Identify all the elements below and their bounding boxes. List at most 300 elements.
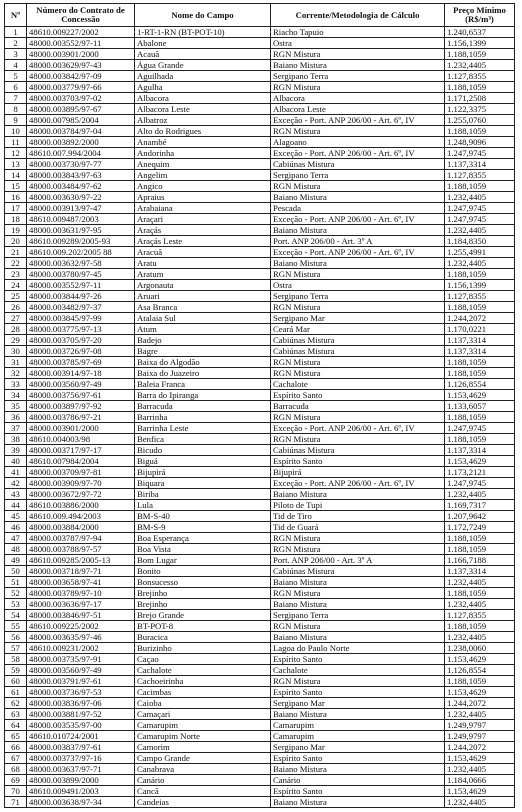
cell-corrente: Sergipano Mar xyxy=(271,698,445,709)
cell-contrato: 48000.003785/97-69 xyxy=(27,357,135,368)
cell-preco: 1.156,1399 xyxy=(445,280,515,291)
cell-contrato: 48610.010724/2001 xyxy=(27,731,135,742)
cell-campo: Argonauta xyxy=(135,280,271,291)
cell-corrente: Bijupirá xyxy=(271,467,445,478)
cell-campo: Asa Branca xyxy=(135,302,271,313)
cell-campo: Canabrava xyxy=(135,764,271,775)
cell-corrente: Exceção - Port. ANP 206/00 - Art. 6º, IV xyxy=(271,423,445,434)
cell-corrente: Piloto de Tupi xyxy=(271,500,445,511)
cell-contrato: 48000.003552/97-11 xyxy=(27,280,135,291)
cell-corrente: Canário xyxy=(271,775,445,786)
cell-campo: Cacimbas xyxy=(135,687,271,698)
table-row xyxy=(5,489,515,500)
cell-preco: 1.127,8355 xyxy=(445,71,515,82)
table-row xyxy=(5,797,515,808)
table-body xyxy=(5,27,515,808)
cell-campo: Abalone xyxy=(135,38,271,49)
cell-preco: 1.255,4991 xyxy=(445,247,515,258)
cell-num: 61 xyxy=(5,687,27,698)
cell-campo: Acauã xyxy=(135,49,271,60)
cell-campo: Atum xyxy=(135,324,271,335)
cell-preco: 1.166,7188 xyxy=(445,555,515,566)
cell-corrente: Cabiúnas Mistura xyxy=(271,159,445,170)
cell-contrato: 48000.003672/97-72 xyxy=(27,489,135,500)
cell-contrato: 48000.003909/97-70 xyxy=(27,478,135,489)
table-row xyxy=(5,643,515,654)
cell-preco: 1.255,0760 xyxy=(445,115,515,126)
cell-campo: Albacora xyxy=(135,93,271,104)
cell-campo: Biriba xyxy=(135,489,271,500)
cell-campo: Badejo xyxy=(135,335,271,346)
cell-preco: 1.153,4629 xyxy=(445,687,515,698)
cell-contrato: 48000.003842/97-09 xyxy=(27,71,135,82)
cell-corrente: Baiano Mistura xyxy=(271,489,445,500)
cell-preco: 1.244,2072 xyxy=(445,742,515,753)
table-row xyxy=(5,566,515,577)
cell-campo: Angico xyxy=(135,181,271,192)
table-row xyxy=(5,632,515,643)
cell-num: 24 xyxy=(5,280,27,291)
header-num: Nº xyxy=(5,4,27,27)
cell-preco: 1.126,8554 xyxy=(445,379,515,390)
cell-preco: 1.137,3314 xyxy=(445,445,515,456)
cell-campo: Barrinha xyxy=(135,412,271,423)
cell-campo: Boa Vista xyxy=(135,544,271,555)
cell-contrato: 48000.003846/97-51 xyxy=(27,610,135,621)
cell-corrente: Ostra xyxy=(271,38,445,49)
minimum-price-table xyxy=(4,3,515,808)
table-row xyxy=(5,533,515,544)
cell-preco: 1.156,1399 xyxy=(445,38,515,49)
cell-num: 28 xyxy=(5,324,27,335)
cell-corrente: RGN Mistura xyxy=(271,434,445,445)
cell-preco: 1.137,3314 xyxy=(445,346,515,357)
table-row xyxy=(5,445,515,456)
cell-contrato: 48000.003535/97-00 xyxy=(27,720,135,731)
cell-preco: 1.232,4405 xyxy=(445,258,515,269)
cell-campo: Lula xyxy=(135,500,271,511)
cell-campo: Caioba xyxy=(135,698,271,709)
cell-num: 34 xyxy=(5,390,27,401)
cell-preco: 1.153,4629 xyxy=(445,390,515,401)
cell-contrato: 48000.003784/97-04 xyxy=(27,126,135,137)
header-preco: Preço Mínimo (R$/m³) xyxy=(445,4,515,27)
cell-num: 67 xyxy=(5,753,27,764)
cell-campo: Angelim xyxy=(135,170,271,181)
cell-num: 38 xyxy=(5,434,27,445)
cell-num: 63 xyxy=(5,709,27,720)
cell-preco: 1.247,9745 xyxy=(445,423,515,434)
cell-contrato: 48000.003560/97-49 xyxy=(27,665,135,676)
cell-corrente: Cabiúnas Mistura xyxy=(271,346,445,357)
cell-num: 29 xyxy=(5,335,27,346)
header-corrente: Corrente/Metodologia de Cálculo xyxy=(271,4,445,27)
cell-contrato: 48000.003630/97-22 xyxy=(27,192,135,203)
cell-num: 17 xyxy=(5,203,27,214)
cell-num: 35 xyxy=(5,401,27,412)
cell-contrato: 48610.009225/2002 xyxy=(27,621,135,632)
cell-campo: Candeias xyxy=(135,797,271,808)
cell-campo: Barrinha Leste xyxy=(135,423,271,434)
table-row xyxy=(5,38,515,49)
cell-preco: 1.184,0666 xyxy=(445,775,515,786)
cell-corrente: Exceção - Port. ANP 206/00 - Art. 6º, IV xyxy=(271,247,445,258)
cell-corrente: Baiano Mistura xyxy=(271,60,445,71)
cell-campo: Barracuda xyxy=(135,401,271,412)
cell-corrente: Albacora xyxy=(271,93,445,104)
cell-corrente: Exceção - Port. ANP 206/00 - Art. 6º, IV xyxy=(271,148,445,159)
cell-preco: 1.137,3314 xyxy=(445,566,515,577)
cell-campo: Cachalote xyxy=(135,665,271,676)
table-row xyxy=(5,170,515,181)
cell-corrente: Port. ANP 206/00 - Art. 3º A xyxy=(271,555,445,566)
table-row xyxy=(5,577,515,588)
table-row xyxy=(5,698,515,709)
cell-preco: 1.127,8355 xyxy=(445,170,515,181)
cell-campo: Atalaia Sul xyxy=(135,313,271,324)
cell-preco: 1.207,9642 xyxy=(445,511,515,522)
table-row xyxy=(5,621,515,632)
cell-num: 66 xyxy=(5,742,27,753)
cell-preco: 1.153,4629 xyxy=(445,654,515,665)
cell-campo: Apraius xyxy=(135,192,271,203)
cell-contrato: 48000.003843/97-63 xyxy=(27,170,135,181)
header-contrato: Número do Contrato de Concessão xyxy=(27,4,135,27)
cell-campo: Buracica xyxy=(135,632,271,643)
cell-preco: 1.188,1059 xyxy=(445,412,515,423)
cell-num: 36 xyxy=(5,412,27,423)
cell-corrente: Sergipano Terra xyxy=(271,71,445,82)
cell-contrato: 48000.003552/97-11 xyxy=(27,38,135,49)
cell-num: 14 xyxy=(5,170,27,181)
cell-preco: 1.232,4405 xyxy=(445,797,515,808)
cell-campo: Camarupim xyxy=(135,720,271,731)
table-row xyxy=(5,313,515,324)
cell-num: 12 xyxy=(5,148,27,159)
cell-contrato: 48000.003897/97-92 xyxy=(27,401,135,412)
cell-contrato: 48000.003836/97-06 xyxy=(27,698,135,709)
cell-campo: Bonsucesso xyxy=(135,577,271,588)
cell-contrato: 48610.009289/2005-93 xyxy=(27,236,135,247)
cell-num: 43 xyxy=(5,489,27,500)
table-row xyxy=(5,104,515,115)
cell-corrente: Baiano Mistura xyxy=(271,258,445,269)
table-row xyxy=(5,742,515,753)
cell-preco: 1.232,4405 xyxy=(445,225,515,236)
cell-preco: 1.188,1059 xyxy=(445,368,515,379)
cell-corrente: RGN Mistura xyxy=(271,544,445,555)
cell-campo: Bicudo xyxy=(135,445,271,456)
cell-corrente: RGN Mistura xyxy=(271,126,445,137)
cell-corrente: RGN Mistura xyxy=(271,412,445,423)
cell-preco: 1.188,1059 xyxy=(445,357,515,368)
cell-num: 46 xyxy=(5,522,27,533)
cell-preco: 1.232,4405 xyxy=(445,577,515,588)
cell-campo: Camorim xyxy=(135,742,271,753)
cell-campo: Baixa do Algodão xyxy=(135,357,271,368)
table-row xyxy=(5,280,515,291)
cell-num: 51 xyxy=(5,577,27,588)
table-row xyxy=(5,269,515,280)
cell-corrente: Sergipano Terra xyxy=(271,170,445,181)
cell-num: 65 xyxy=(5,731,27,742)
cell-num: 3 xyxy=(5,49,27,60)
cell-num: 54 xyxy=(5,610,27,621)
table-row xyxy=(5,181,515,192)
table-row xyxy=(5,401,515,412)
price-table-document xyxy=(4,3,515,808)
cell-num: 1 xyxy=(5,27,27,38)
cell-contrato: 48000.003844/97-26 xyxy=(27,291,135,302)
cell-preco: 1.169,7317 xyxy=(445,500,515,511)
cell-num: 62 xyxy=(5,698,27,709)
cell-campo: Aguilhada xyxy=(135,71,271,82)
table-row xyxy=(5,346,515,357)
table-row xyxy=(5,654,515,665)
cell-num: 27 xyxy=(5,313,27,324)
cell-contrato: 48000.003914/97-18 xyxy=(27,368,135,379)
cell-num: 26 xyxy=(5,302,27,313)
cell-preco: 1.244,2072 xyxy=(445,313,515,324)
cell-corrente: Baiano Mistura xyxy=(271,599,445,610)
cell-num: 42 xyxy=(5,478,27,489)
cell-contrato: 48000.003901/2000 xyxy=(27,423,135,434)
cell-preco: 1.127,8355 xyxy=(445,610,515,621)
table-row xyxy=(5,390,515,401)
cell-num: 7 xyxy=(5,93,27,104)
table-row xyxy=(5,115,515,126)
cell-preco: 1.232,4405 xyxy=(445,489,515,500)
header-campo: Nome do Campo xyxy=(135,4,271,27)
cell-preco: 1.232,4405 xyxy=(445,192,515,203)
cell-num: 8 xyxy=(5,104,27,115)
cell-contrato: 48000.003726/97-08 xyxy=(27,346,135,357)
cell-num: 16 xyxy=(5,192,27,203)
table-row xyxy=(5,500,515,511)
cell-campo: Barra do Ipiranga xyxy=(135,390,271,401)
cell-contrato: 48610.009285/2005-13 xyxy=(27,555,135,566)
table-row xyxy=(5,159,515,170)
cell-corrente: RGN Mistura xyxy=(271,368,445,379)
cell-contrato: 48000.003658/97-41 xyxy=(27,577,135,588)
cell-preco: 1.188,1059 xyxy=(445,621,515,632)
table-row xyxy=(5,786,515,797)
table-row xyxy=(5,49,515,60)
cell-campo: Araçás Leste xyxy=(135,236,271,247)
table-row xyxy=(5,423,515,434)
table-row xyxy=(5,258,515,269)
cell-num: 57 xyxy=(5,643,27,654)
cell-num: 69 xyxy=(5,775,27,786)
cell-campo: BT-POT-8 xyxy=(135,621,271,632)
table-row xyxy=(5,148,515,159)
cell-campo: Bijupirá xyxy=(135,467,271,478)
cell-preco: 1.240,6537 xyxy=(445,27,515,38)
cell-corrente: Cabiúnas Mistura xyxy=(271,335,445,346)
cell-campo: Aruari xyxy=(135,291,271,302)
cell-contrato: 48000.003837/97-61 xyxy=(27,742,135,753)
cell-contrato: 48000.003895/97-67 xyxy=(27,104,135,115)
cell-contrato: 48000.003482/97-37 xyxy=(27,302,135,313)
cell-preco: 1.170,0221 xyxy=(445,324,515,335)
cell-num: 23 xyxy=(5,269,27,280)
table-row xyxy=(5,27,515,38)
cell-num: 18 xyxy=(5,214,27,225)
cell-contrato: 48000.003780/97-45 xyxy=(27,269,135,280)
cell-preco: 1.247,9745 xyxy=(445,203,515,214)
table-row xyxy=(5,764,515,775)
cell-corrente: Sergipano Mar xyxy=(271,313,445,324)
cell-preco: 1.188,1059 xyxy=(445,434,515,445)
table-row xyxy=(5,731,515,742)
table-row xyxy=(5,71,515,82)
cell-corrente: Sergipano Terra xyxy=(271,610,445,621)
cell-preco: 1.188,1059 xyxy=(445,269,515,280)
table-row xyxy=(5,522,515,533)
cell-corrente: Camarupim xyxy=(271,720,445,731)
table-row xyxy=(5,588,515,599)
cell-campo: Benfica xyxy=(135,434,271,445)
cell-campo: Araçás xyxy=(135,225,271,236)
table-row xyxy=(5,335,515,346)
table-row xyxy=(5,753,515,764)
table-header-row xyxy=(5,4,515,27)
cell-corrente: RGN Mistura xyxy=(271,302,445,313)
cell-num: 70 xyxy=(5,786,27,797)
cell-corrente: RGN Mistura xyxy=(271,269,445,280)
cell-contrato: 48000.003892/2000 xyxy=(27,137,135,148)
table-row xyxy=(5,203,515,214)
cell-campo: Baixa do Juazeiro xyxy=(135,368,271,379)
cell-corrente: Exceção - Port. ANP 206/00 - Art. 6º, IV xyxy=(271,214,445,225)
cell-num: 19 xyxy=(5,225,27,236)
cell-corrente: Baiano Mistura xyxy=(271,709,445,720)
table-row xyxy=(5,511,515,522)
cell-num: 68 xyxy=(5,764,27,775)
cell-num: 25 xyxy=(5,291,27,302)
cell-contrato: 48610.009487/2003 xyxy=(27,214,135,225)
cell-campo: Caçao xyxy=(135,654,271,665)
cell-num: 52 xyxy=(5,588,27,599)
cell-corrente: Espírito Santo xyxy=(271,687,445,698)
cell-corrente: Espírito Santo xyxy=(271,654,445,665)
cell-corrente: Ceará Mar xyxy=(271,324,445,335)
cell-contrato: 48000.003635/97-46 xyxy=(27,632,135,643)
cell-corrente: Cabiúnas Mistura xyxy=(271,566,445,577)
table-row xyxy=(5,60,515,71)
cell-contrato: 48000.003913/97-47 xyxy=(27,203,135,214)
cell-num: 13 xyxy=(5,159,27,170)
cell-contrato: 48610.009231/2002 xyxy=(27,643,135,654)
cell-corrente: Port. ANP 206/00 - Art. 3º A xyxy=(271,236,445,247)
cell-preco: 1.153,4629 xyxy=(445,456,515,467)
cell-campo: Brejinho xyxy=(135,588,271,599)
cell-contrato: 48000.003718/97-71 xyxy=(27,566,135,577)
cell-contrato: 48000.003636/97-17 xyxy=(27,599,135,610)
cell-contrato: 48610.007984/2004 xyxy=(27,456,135,467)
cell-corrente: Cachalote xyxy=(271,665,445,676)
table-row xyxy=(5,720,515,731)
cell-preco: 1.188,1059 xyxy=(445,533,515,544)
table-row xyxy=(5,302,515,313)
cell-preco: 1.188,1059 xyxy=(445,49,515,60)
cell-contrato: 48000.003736/97-53 xyxy=(27,687,135,698)
cell-corrente: Baiano Mistura xyxy=(271,225,445,236)
cell-num: 11 xyxy=(5,137,27,148)
cell-contrato: 48000.003730/97-77 xyxy=(27,159,135,170)
cell-num: 71 xyxy=(5,797,27,808)
cell-corrente: Baiano Mistura xyxy=(271,192,445,203)
cell-preco: 1.133,6057 xyxy=(445,401,515,412)
cell-contrato: 48000.003629/97-43 xyxy=(27,60,135,71)
cell-campo: Boa Esperança xyxy=(135,533,271,544)
cell-campo: Canário xyxy=(135,775,271,786)
cell-contrato: 48000.003705/97-20 xyxy=(27,335,135,346)
cell-preco: 1.127,8355 xyxy=(445,291,515,302)
cell-preco: 1.247,9745 xyxy=(445,478,515,489)
cell-campo: Aratu xyxy=(135,258,271,269)
cell-campo: BM-S-40 xyxy=(135,511,271,522)
table-row xyxy=(5,555,515,566)
cell-corrente: Tid de Guará xyxy=(271,522,445,533)
cell-preco: 1.153,4629 xyxy=(445,753,515,764)
table-row xyxy=(5,544,515,555)
table-row xyxy=(5,357,515,368)
table-row xyxy=(5,236,515,247)
cell-preco: 1.247,9745 xyxy=(445,214,515,225)
cell-campo: Biquara xyxy=(135,478,271,489)
cell-campo: Albacora Leste xyxy=(135,104,271,115)
cell-preco: 1.232,4405 xyxy=(445,764,515,775)
table-row xyxy=(5,709,515,720)
cell-num: 48 xyxy=(5,544,27,555)
cell-campo: Anambé xyxy=(135,137,271,148)
table-row xyxy=(5,610,515,621)
cell-corrente: RGN Mistura xyxy=(271,357,445,368)
cell-corrente: Camarupim xyxy=(271,731,445,742)
cell-num: 47 xyxy=(5,533,27,544)
cell-corrente: Alagoano xyxy=(271,137,445,148)
cell-contrato: 48000.003631/97-95 xyxy=(27,225,135,236)
cell-campo: Arabaiana xyxy=(135,203,271,214)
cell-campo: Bom Lugar xyxy=(135,555,271,566)
cell-preco: 1.238,0060 xyxy=(445,643,515,654)
cell-campo: 1-RT-1-RN (BT-POT-10) xyxy=(135,27,271,38)
cell-campo: Araçari xyxy=(135,214,271,225)
cell-num: 21 xyxy=(5,247,27,258)
cell-contrato: 48000.003779/97-66 xyxy=(27,82,135,93)
cell-campo: Biguá xyxy=(135,456,271,467)
cell-corrente: Pescada xyxy=(271,203,445,214)
cell-contrato: 48000.003637/97-71 xyxy=(27,764,135,775)
cell-corrente: Tid de Tiro xyxy=(271,511,445,522)
cell-contrato: 48000.003791/97-61 xyxy=(27,676,135,687)
cell-preco: 1.184,8350 xyxy=(445,236,515,247)
cell-corrente: Espírito Santo xyxy=(271,390,445,401)
table-row xyxy=(5,324,515,335)
cell-corrente: Exceção - Port. ANP 206/00 - Art. 6º, IV xyxy=(271,115,445,126)
cell-corrente: Espírito Santo xyxy=(271,786,445,797)
cell-corrente: RGN Mistura xyxy=(271,676,445,687)
cell-preco: 1.188,1059 xyxy=(445,588,515,599)
cell-contrato: 48610.009227/2002 xyxy=(27,27,135,38)
cell-campo: Campo Grande xyxy=(135,753,271,764)
table-row xyxy=(5,434,515,445)
table-row xyxy=(5,456,515,467)
table-row xyxy=(5,379,515,390)
cell-campo: BM-S-9 xyxy=(135,522,271,533)
cell-preco: 1.232,4405 xyxy=(445,632,515,643)
